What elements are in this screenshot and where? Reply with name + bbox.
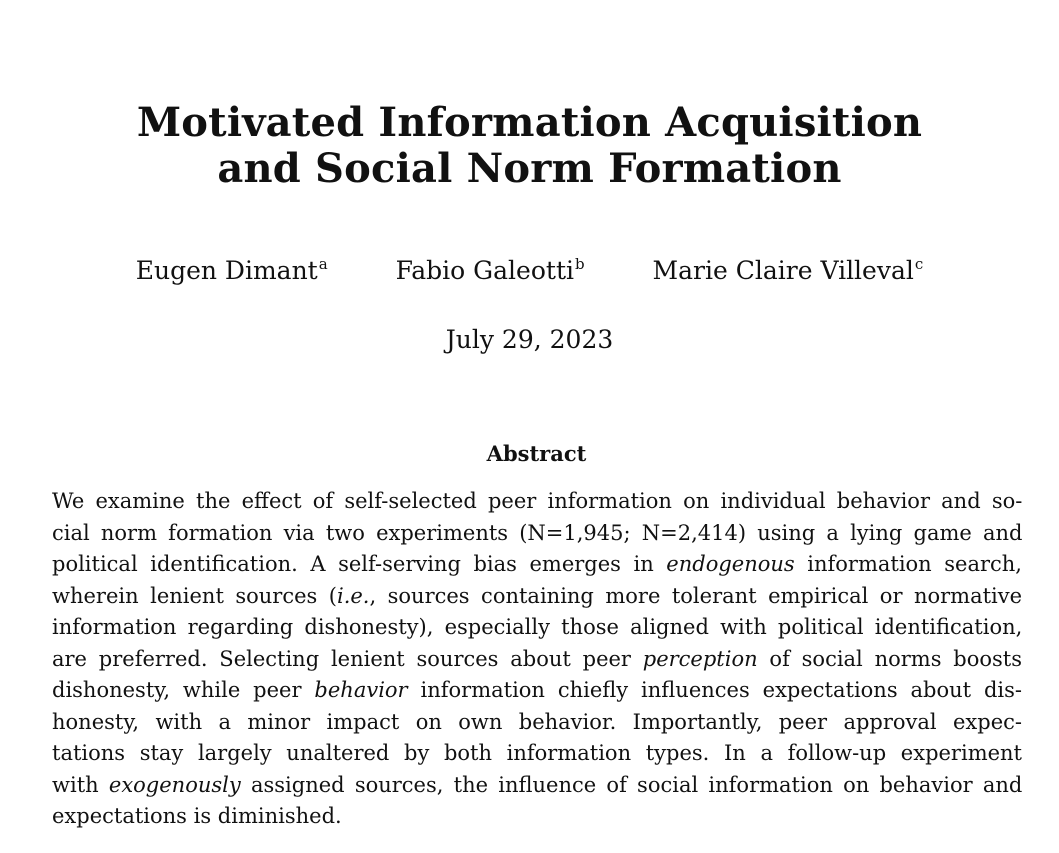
text-run: assigned sources, the influence of social information on behavior and — [240, 772, 1023, 797]
author-affiliation: b — [574, 255, 585, 273]
paper-title — [0, 100, 1059, 192]
abstract-line — [52, 518, 1022, 550]
abstract-line — [52, 612, 1022, 644]
emphasis-text: behavior — [314, 678, 408, 702]
author — [396, 248, 585, 287]
text-run: tations stay largely unaltered by both information types. In a follow-up experiment — [52, 741, 1022, 765]
text-run: wherein lenient sources ( — [52, 583, 337, 608]
abstract-line — [52, 801, 1022, 833]
emphasis-text: perception — [642, 646, 758, 671]
author — [136, 248, 328, 287]
abstract-body — [52, 486, 1022, 833]
emphasis-text: endogenous — [666, 552, 795, 576]
text-run: honesty, with a minor impact on own behavior. Importantly, peer approval expec- — [52, 709, 1022, 734]
text-run: are preferred. Selecting lenient sources about peer — [52, 646, 643, 671]
text-run: , sources containing more tolerant empirical or normative — [369, 583, 1023, 608]
abstract-line — [52, 486, 1022, 518]
text-run: information search, — [794, 552, 1022, 576]
text-run: cial norm formation via two experiments (N=1,945; N=2,414) using a lying game and — [52, 520, 1023, 545]
abstract-line — [52, 707, 1022, 739]
paper-date: July 29, 2023 — [445, 325, 614, 354]
author — [653, 248, 924, 287]
title-line-2: and Social Norm Formation — [217, 145, 842, 192]
text-run: political identification. A self-serving bias emerges in — [52, 552, 667, 576]
abstract-line — [52, 549, 1022, 581]
text-run: information regarding dishonesty), especially those aligned with political identification, — [52, 615, 1023, 639]
title-line-1: Motivated Information Acquisition — [136, 99, 923, 146]
abstract-line — [52, 738, 1022, 770]
text-run: dishonesty, while peer — [52, 678, 315, 702]
author-name: Fabio Galeotti — [395, 256, 574, 285]
emphasis-text: exogenously — [108, 772, 241, 797]
emphasis-text: i.e. — [336, 583, 370, 608]
text-run: expectations is diminished. — [52, 804, 342, 828]
author-name: Marie Claire Villeval — [652, 256, 914, 285]
abstract-heading: Abstract — [486, 441, 587, 466]
author-affiliation: a — [318, 255, 328, 273]
author-affiliation: c — [914, 255, 924, 273]
abstract-line — [52, 581, 1022, 613]
abstract-line — [52, 770, 1022, 802]
author-name: Eugen Dimant — [135, 256, 318, 285]
author-list — [0, 248, 1059, 287]
text-run: information chiefly influences expectations about dis- — [407, 678, 1022, 702]
text-run: We examine the effect of self-selected peer information on individual behavior and so- — [52, 489, 1023, 513]
text-run: of social norms boosts — [757, 646, 1022, 671]
abstract-line — [52, 644, 1022, 676]
text-run: with — [52, 772, 109, 797]
abstract-line — [52, 675, 1022, 707]
